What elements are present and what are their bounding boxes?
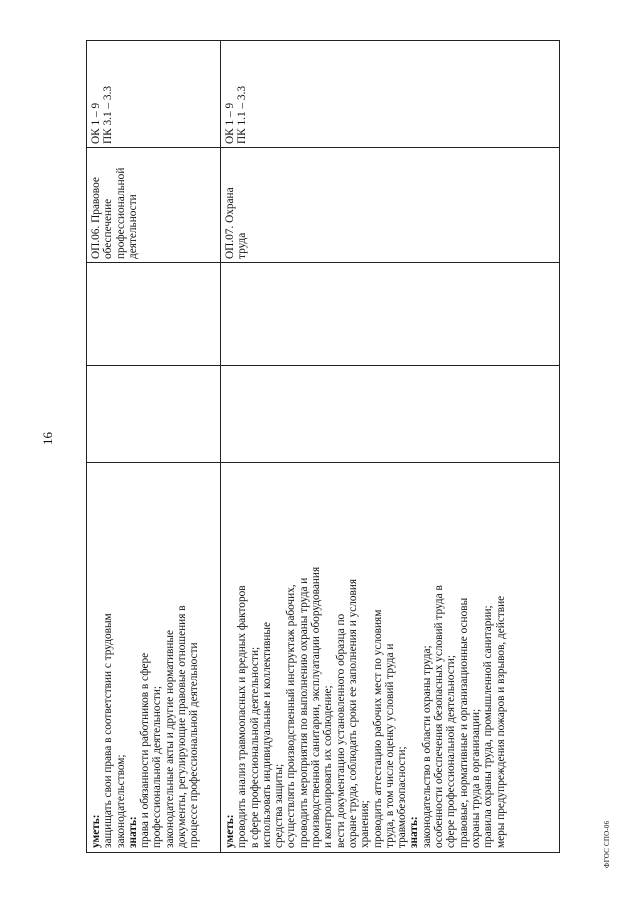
content-line: законодательство в области охраны труда; (420, 645, 433, 848)
column-divider (86, 147, 560, 148)
content-line: средства защиты; (273, 763, 286, 848)
content-line: знать: (126, 816, 139, 848)
competency-line: ОК 1 – 9 (90, 102, 102, 144)
row1-discipline (90, 168, 139, 259)
content-line: права и обязанности работников в сфере (139, 652, 152, 848)
table-border-right (559, 40, 560, 853)
competency-line: ОК 1 – 9 (224, 102, 236, 144)
content-line: меры предупреждения пожаров и взрывов, действие (494, 595, 507, 848)
content-line: правовые, нормативные и организационные основы (457, 597, 470, 848)
content-line: проводить мероприятия по выполнению охраны труда и (297, 577, 310, 848)
content-line: в сфере профессиональной деятельности; (248, 646, 261, 848)
content-line: травмобезопасности; (396, 746, 409, 848)
content-line: особенности обеспечения безопасных условий труда в (433, 585, 446, 848)
footer-label: ФГОС СПО-06 (603, 820, 611, 868)
content-line: хранения; (359, 800, 372, 848)
content-line: сфере профессиональной деятельности; (445, 655, 458, 848)
row1-content (90, 605, 201, 848)
content-line: проводить анализ травмоопасных и вредных факторов (236, 585, 249, 848)
content-line: правила охраны труда, промышленной санитарии; (482, 605, 495, 848)
row2-discipline (224, 187, 249, 259)
content-line: процессе профессиональной деятельности (188, 642, 201, 848)
content-line: уметь: (90, 814, 102, 848)
content-line: производственной санитарии, эксплуатации оборудования (310, 566, 323, 848)
content-line: знать: (408, 816, 421, 848)
row1-competencies (90, 86, 115, 144)
content-line: труда, в том числе оценку условий труда и (383, 643, 396, 848)
column-divider (86, 365, 560, 366)
content-line: законодательством; (114, 754, 127, 848)
table-border-left (86, 40, 87, 853)
row-divider (220, 40, 221, 853)
content-line: защищать свои права в соответствии с трудовым (102, 613, 115, 848)
table-border-bottom (86, 852, 560, 853)
column-divider (86, 262, 560, 263)
discipline-line: труда (236, 232, 249, 259)
content-line: уметь: (224, 814, 236, 848)
content-line: проводить аттестацию рабочих мест по условиям (371, 609, 384, 848)
content-line: охраны труда в организации; (469, 708, 482, 848)
content-line: осуществлять производственный инструктаж рабочих, (285, 584, 298, 848)
row2-content (224, 567, 507, 848)
discipline-line: ОП.07. Охрана (224, 187, 236, 259)
discipline-line: ОП.06. Правовое (90, 177, 102, 259)
content-line: охране труда, соблюдать сроки ее заполнения и условия (346, 578, 359, 848)
content-line: законодательные акты и другие нормативные (163, 629, 176, 848)
content-line: профессиональной деятельности; (151, 685, 164, 848)
content-line: использовать индивидуальные и коллективные (260, 621, 273, 848)
discipline-line: обеспечение (102, 198, 115, 259)
column-divider (86, 462, 560, 463)
content-line: и контролировать их соблюдение; (322, 685, 335, 848)
page-number: 16 (40, 432, 55, 445)
table-border-top (86, 40, 560, 41)
competency-line: ПК 3.1 – 3.3 (102, 85, 115, 144)
competency-line: ПК 1.1 – 3.3 (236, 85, 249, 144)
discipline-line: профессиональной (114, 167, 127, 259)
content-line: вести документацию установленного образца по (334, 613, 347, 848)
discipline-line: деятельности (126, 194, 139, 259)
content-line: документы, регулирующие правовые отношения в (176, 605, 189, 848)
row2-competencies (224, 86, 249, 144)
